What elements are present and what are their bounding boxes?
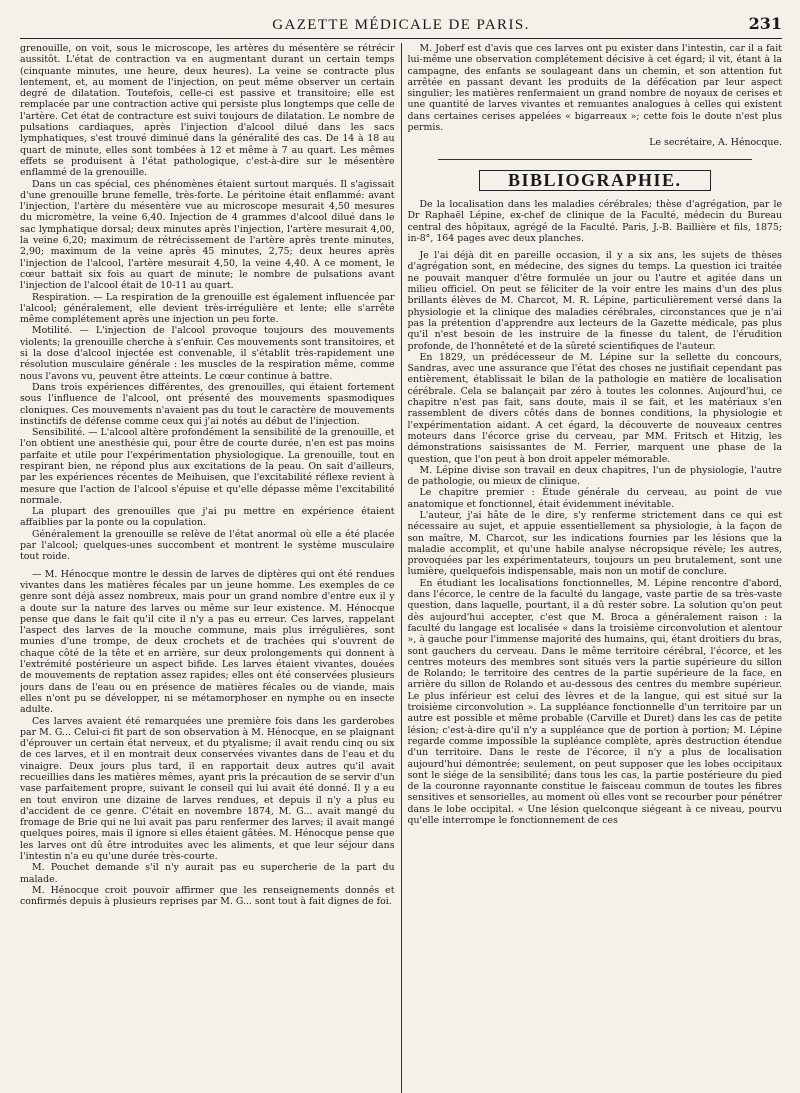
section-divider: [438, 159, 753, 160]
left-paragraph: M. Hénocque croit pouvoir affirmer que les renseignements donnés et confirmés depuis à plusieurs reprises par M. G... sont tout à fait dignes de foi.: [20, 884, 395, 908]
page-header: [20, 14, 782, 39]
review-paragraph: En étudiant les localisations fonctionnelles, M. Lépine rencontre d'abord, dans l'écorce, le centre de la faculté du langage, vaste partie de sa très-vaste question, dans laquelle, pourtant, il a dû rester sobre. La solution qu'on peut dès aujourd'hui accepter, c'est que M. Broca a généralement raison : la faculté du langage est localisée « dans la troisième circonvolution et alentour », à gauche pour l'immense majorité des humains, qui, étant droitiers du bras, sont gauchers du cerveau. Dans le même territoire cérébral, l'écorce, et les centres moteurs des membres sont situés vers la partie supérieure du sillon de Rolando; le territoire des centres de la partie supérieure de la face, en arrière du sillon de Rolando et au-dessous des centres du membre supérieur. Le plus inférieur est celui des lèvres et de la langue, qui est situé sur la troisième circonvolution ». La suppléance fonctionnelle d'un territoire par un autre est possible et même probable (Carville et Duret) dans les cas de petite lésion; c'est-à-dire qu'il n'y a suppléance que de portion à portion; M. Lépine regarde comme impossible la supléance complète, après destruction étendue d'un territoire. Dans le reste de l'écorce, il n'y a plus de localisation aujourd'hui démontrée; seulement, on peut supposer que les lobes occipitaux sont le siége de la sensibilité; dans tous les cas, la partie postérieure du pied de la couronne rayonnante constitue le faisceau commun de toutes les fibres sensitives et sensorielles, au moment où elles vont se recourber pour pénétrer dans le lobe occipital. « Une lésion quelconque siégeant à ce niveau, pourvu qu'elle interrompe le fonctionnement de ces: [407, 577, 782, 826]
left-paragraph: Dans un cas spécial, ces phénomènes étaient surtout marqués. Il s'agissait d'une grenouille brune femelle, très-forte. Le péritoine était enflammé: avant l'injection, l'artère du mésentère vue au microscope mesurait 4,50 mesures du micromètre, la veine 6,40. Injection de 4 grammes d'alcool dilué dans le sac lymphatique dorsal; deux minutes après l'injection, l'artère mesurait 4,00, la veine 6,20; maximum de rétrécissement de l'artère après trente minutes, 2,90; maximum de la veine après 45 minutes, 2,75; deux heures après l'injection de l'alcool, l'artère mesurait 4,50, la veine 4,40. A ce moment, le cœur battait six fois au quart de minute; le nombre de pulsations avant l'injection de l'alcool était de 10-11 au quart.: [20, 178, 395, 292]
review-paragraph: M. Lépine divise son travail en deux chapitres, l'un de physiologie, l'autre de pathologie, ou mieux de clinique.: [407, 464, 782, 488]
journal-title: GAZETTE MÉDICALE DE PARIS.: [272, 17, 530, 33]
left-paragraph: grenouille, on voit, sous le microscope, les artères du mésentère se rétrécir aussitôt. L'état de contraction va en augmentant durant un certain temps (cinquante minutes, une heure, deux heures). La veine se contracte plus lentement, et, au moment de l'injection, on peut même observer un certain degré de dilatation. Toutefois, celle-ci est passive et transitoire; elle est remplacée par une contraction active qui persiste plus longtemps que celle de l'artère. Cet état de contracture est suivi toujours de dilatation. Le nombre de pulsations cardiaques, après l'injection d'alcool dilué dans les sacs lymphatiques, s'est trouvé diminué dans la généralité des cas. De 14 à 18 au quart de minute, elles sont tombées à 12 et même à 7 au quart. Les mêmes effets se produisent à l'état pathologique, c'est-à-dire sur le mésentère enflammé de la grenouille.: [20, 43, 395, 179]
left-paragraph: La plupart des grenouilles que j'ai pu mettre en expérience étaient affaiblies par la ponte ou la copulation.: [20, 506, 395, 529]
right-column: [401, 43, 783, 1093]
book-reference: De la localisation dans les maladies cérébrales; thèse d'agrégation, par le Dr Raphaël Lépine, ex-chef de clinique de la Faculté, médecin du Bureau central des hôpitaux, agrégé de la Faculté. Paris, J.-B. Baillière et fils, 1875; in-8°, 164 pages avec deux planches.: [407, 198, 782, 244]
left-paragraph: — M. Hénocque montre le dessin de larves de diptères qui ont été rendues vivantes dans les matières fécales par un jeune homme. Les exemples de ce genre sont déjà assez nombreux, mais pour un grand nombre d'entre eux il y a doute sur la nature des larves ou même sur leur existence. M. Hénocque pense que dans le fait qu'il cite il n'y a pas eu erreur. Ces larves, rappelant l'aspect des larves de la mouche commune, mais plus irrégulières, sont munies d'une trompe, de deux crochets et de trachées qui s'ouvrent de chaque côté de la tête et en arrière, sur deux prolongements qui donnent à l'extrémité postérieure un aspect bifide. Les larves étaient vivantes, douées de mouvements de reptation assez rapides; elles ont été conservées plusieurs jours dans de l'eau ou en présence de matières fécales ou de viande, mais elles n'ont pu se développer, ni se métamorphoser en nymphe ou en insecte adulte.: [20, 568, 395, 716]
right-intro-paragraph: M. Joberf est d'avis que ces larves ont pu exister dans l'intestin, car il a fait lui-même une observation complétement décisive à cet égard; il vit, étant à la campagne, des enfants se soulageant dans un chemin, et son attention fut arrêtée en passant devant les produits de la défécation par leur aspect singulier; les matières renfermaient un grand nombre de noyaux de cerises et une quantité de larves vivantes et remuantes analogues à celles qui existent dans certaines cerises appelées « bigarreaux »; cette fois le doute n'est plus permis.: [407, 43, 782, 134]
left-paragraph: Sensibilité. — L'alcool altère profondément la sensibilité de la grenouille, et l'on obtient une anesthésie qui, pour être de courte durée, n'en est pas moins parfaite et utile pour l'expérimentation physiologique. La grenouille, tout en respirant bien, ne répond plus aux excitations de la peau. On sait d'ailleurs, par les expériences récentes de Meihuisen, que l'excitabilité réflexe revient à mesure que l'action de l'alcool s'épuise et qu'elle dépasse même l'excitabilité normale.: [20, 427, 395, 506]
review-paragraph: Le chapitre premier : Étude générale du cerveau, au point de vue anatomique et fonctionnel, était évidemment inévitable.: [407, 487, 782, 510]
page-number: 231: [748, 14, 782, 33]
left-paragraph: Ces larves avaient été remarquées une première fois dans les garderobes par M. G... Celui-ci fit part de son observation à M. Hénocque, en se plaignant d'éprouver un certain état nerveux, et du ptyalisme; il avait rendu cinq ou six de ces larves, et il en montrait deux conservées vivantes dans de l'eau et du vinaigre. Deux jours plus tard, il en rapportait deux autres qu'il avait recueillies dans les matières mêmes, ayant pris la précaution de se servir d'un vase parfaitement propre, suivant le conseil qui lui avait été donné. Il y a eu en tout environ une dizaine de larves rendues, et depuis il n'y a plus eu d'accident de ce genre. C'était en novembre 1874, M. G... avait mangé du fromage de Brie qui ne lui avait pas paru renfermer des larves; il avait mangé quelques poires, mais il ignore si elles étaient gâtées. M. Hénocque pense que les larves ont dû être introduites avec les aliments, et que leur séjour dans l'intestin n'a eu qu'une durée très-courte.: [20, 715, 395, 863]
left-paragraph: Motilité. — L'injection de l'alcool provoque toujours des mouvements violents; la grenouille cherche à s'enfuir. Ces mouvements sont transitoires, et si la dose d'alcool injectée est convenable, il s'établit très-rapidement une résolution musculaire générale : les muscles de la respiration même, comme nous l'avons vu, peuvent être atteints. Le cœur continue à battre.: [20, 325, 395, 382]
left-paragraph: Respiration. — La respiration de la grenouille est également influencée par l'alcool; généralement, elle devient très-irrégulière et lente; elle s'arrête même complétement après une injection un peu forte.: [20, 291, 395, 326]
secretary-signature: Le secrétaire, A. Hénocque.: [649, 137, 782, 149]
review-paragraph: L'auteur, j'ai hâte de le dire, s'y renferme strictement dans ce qui est nécessaire au sujet, et appuie essentiellement sa physiologie, à la façon de son maître, M. Charcot, sur les indications fournies par les lésions que la maladie accomplit, et qu'une habile analyse nécropsique révèle; les autres, provoquées par les expérimentateurs, toujours un peu brutalement, sont une lumière, quelquefois indispensable, mais non un motif de conclure.: [407, 509, 782, 578]
left-paragraph: Généralement la grenouille se relève de l'état anormal où elle a été placée par l'alcool; quelques-unes succombent et montrent le système musculaire tout roide.: [20, 528, 395, 563]
review-paragraph: Je l'ai déjà dit en pareille occasion, il y a six ans, les sujets de thèses d'agrégation sont, en médecine, des signes du temps. La question ici traitée ne pouvait manquer d'être formulée un jour ou l'autre et agitée dans un milieu officiel. On peut se féliciter de la voir entre les mains d'un des plus brillants élèves de M. Charcot, M. R. Lépine, particulièrement versé dans la physiologie et la clinique des maladies cérébrales, circonstances que je n'ai pas la prétention d'apprendre aux lecteurs de la Gazette médicale, pas plus qu'il n'est besoin de les instruire de la finesse du talent, de l'érudition profonde, de l'honnêteté et de la sûreté scientifiques de l'auteur.: [407, 250, 782, 352]
left-paragraph: M. Pouchet demande s'il n'y aurait pas eu supercherie de la part du malade.: [20, 862, 395, 885]
two-column-body: [20, 43, 782, 1093]
left-column: [20, 43, 401, 1093]
left-paragraph: Dans trois expériences différentes, des grenouilles, qui étaient fortement sous l'influence de l'alcool, ont présenté des mouvements spasmodiques cloniques. Ces mouvements n'avaient pas du tout le caractère de mouvements instinctifs de défense comme ceux qui j'ai notés au début de l'injection.: [20, 381, 395, 427]
bibliography-heading: BIBLIOGRAPHIE.: [479, 170, 711, 191]
review-paragraph: En 1829, un prédécesseur de M. Lépine sur la sellette du concours, Sandras, avec une assurance que l'état des choses ne justifiait cependant pas entièrement, établissait le bilan de la pathologie en matière de localisation cérébrale. Cela se balançait par zéro à toutes les colonnes. Aujourd'hui, ce chapitre n'est pas fait, sans doute, mais il se fait, et les matériaux s'en rassemblent de divers côtés dans de bonnes conditions, la physiologie et l'expérimentation aidant. A cet égard, la découverte de nouveaux centres moteurs dans l'écorce grise du cerveau, par MM. Fritsch et Hitzig, les démonstrations saisissantes de M. Ferrier, marquent une phase de la question, que l'on peut à bon droit appeler mémorable.: [407, 351, 782, 465]
